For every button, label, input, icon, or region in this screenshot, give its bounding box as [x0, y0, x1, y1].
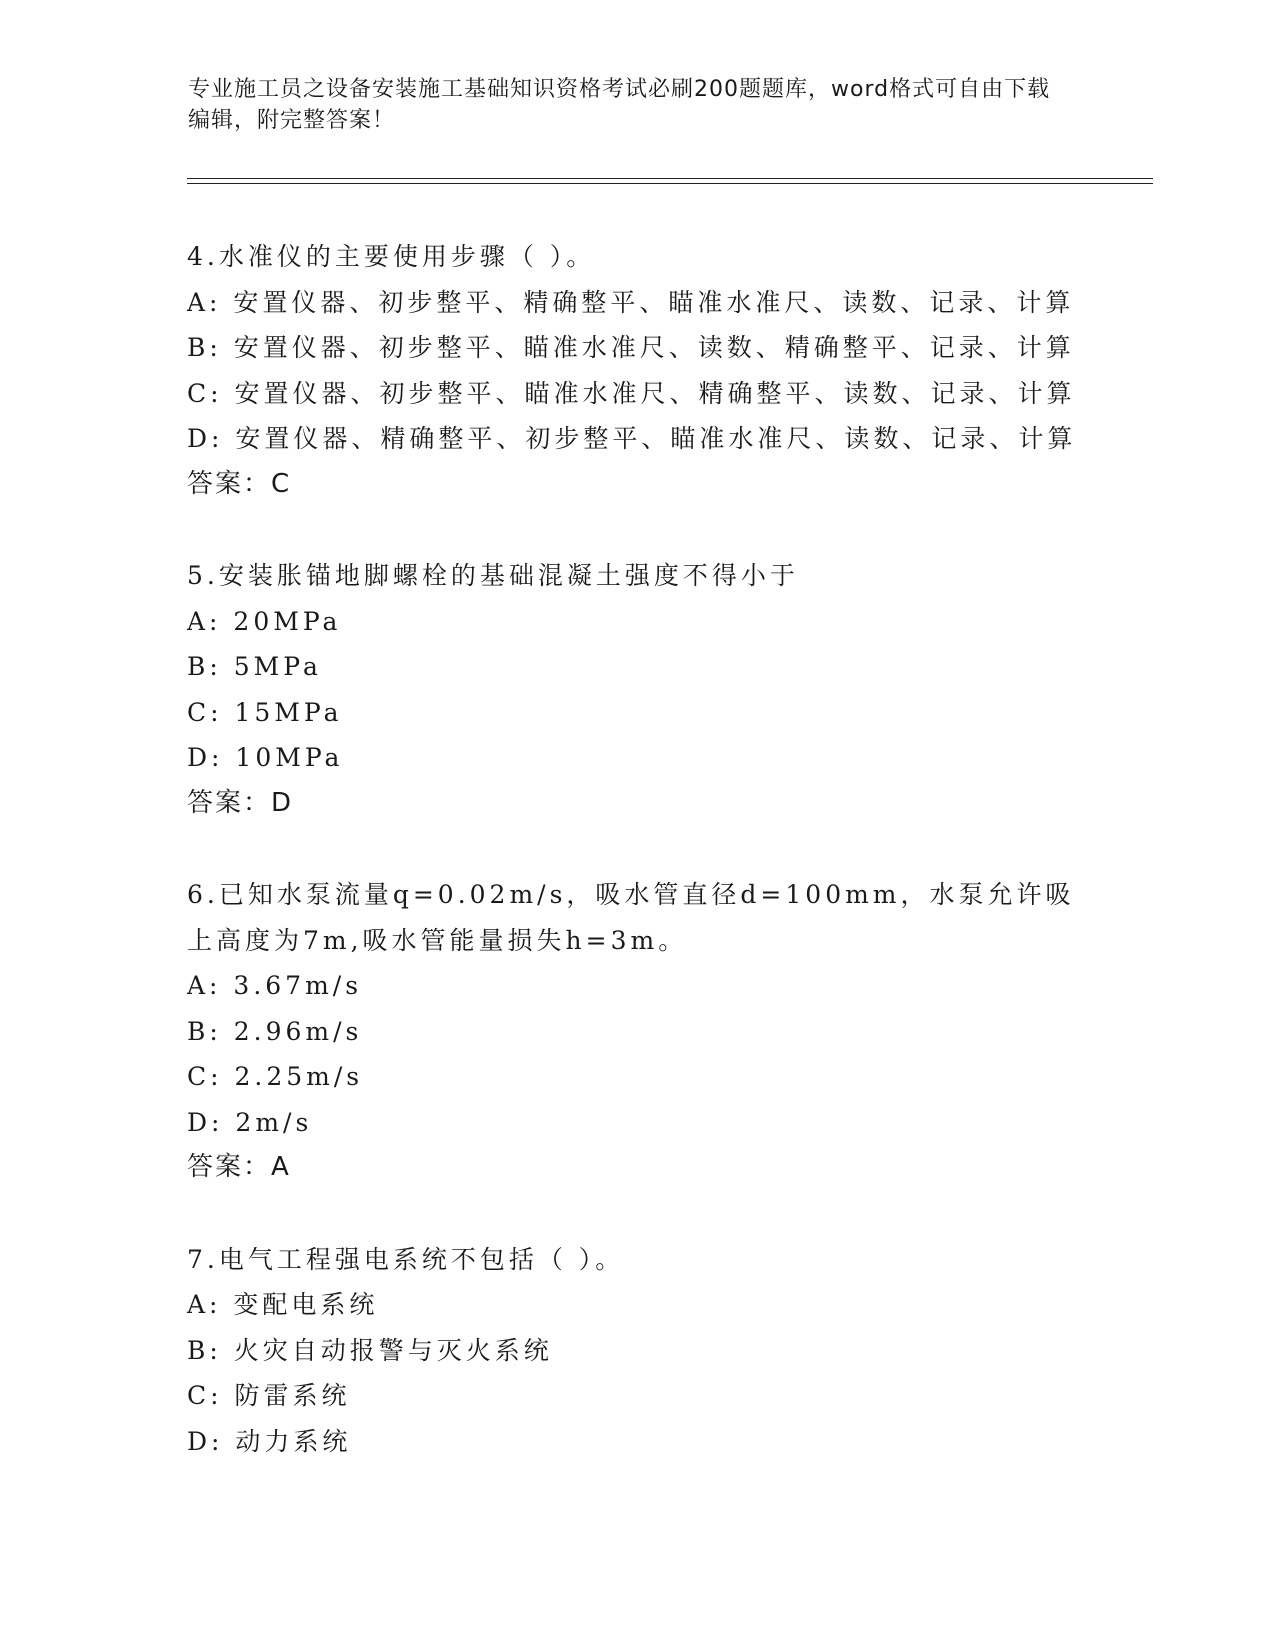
document-header: 专业施工员之设备安装施工基础知识资格考试必刷200题题库，word格式可自由下载编辑，附完整答案！	[188, 77, 1051, 133]
question-text: 6.已知水泵流量q=0.02m/s，吸水管直径d=100mm，水泵允许吸上高度为7m,吸水管能量损失h=3m。	[187, 880, 1075, 955]
question-7	[187, 1237, 1087, 1465]
header-divider-bottom	[187, 183, 1153, 184]
option-a: A: 安置仪器、初步整平、精确整平、瞄准水准尺、读数、记录、计算	[187, 287, 1075, 317]
question-text: 4.水准仪的主要使用步骤（ ）。	[187, 242, 596, 271]
option-a: A: 3.67m/s	[187, 971, 363, 1000]
option-d: D: 动力系统	[187, 1426, 352, 1456]
answer-label: 答案：A	[187, 1152, 291, 1182]
option-d: D: 安置仪器、精确整平、初步整平、瞄准水准尺、读数、记录、计算	[187, 424, 1077, 453]
option-c: C: 15MPa	[187, 697, 343, 727]
question-4	[187, 234, 1087, 507]
option-c: C: 防雷系统	[187, 1381, 351, 1410]
question-6	[187, 872, 1087, 1191]
question-list	[187, 234, 1087, 1510]
option-b: B: 2.96m/s	[187, 1016, 363, 1046]
option-c: C: 2.25m/s	[187, 1062, 364, 1091]
option-d: D: 2m/s	[187, 1107, 313, 1137]
answer-label: 答案：C	[187, 468, 292, 499]
option-b: B: 火灾自动报警与灭火系统	[187, 1335, 553, 1365]
option-b: B: 5MPa	[187, 652, 322, 681]
option-a: A: 变配电系统	[187, 1290, 379, 1319]
header-divider-top	[187, 178, 1153, 179]
option-a: A: 20MPa	[187, 606, 342, 636]
question-text: 5.安装胀锚地脚螺栓的基础混凝土强度不得小于	[187, 561, 799, 590]
option-b: B: 安置仪器、初步整平、瞄准水准尺、读数、精确整平、记录、计算	[187, 333, 1075, 362]
question-text: 7.电气工程强电系统不包括（ ）。	[187, 1244, 625, 1274]
answer-label: 答案：D	[187, 787, 294, 818]
question-5	[187, 553, 1087, 826]
option-d: D: 10MPa	[187, 743, 344, 772]
option-c: C: 安置仪器、初步整平、瞄准水准尺、精确整平、读数、记录、计算	[187, 378, 1076, 408]
